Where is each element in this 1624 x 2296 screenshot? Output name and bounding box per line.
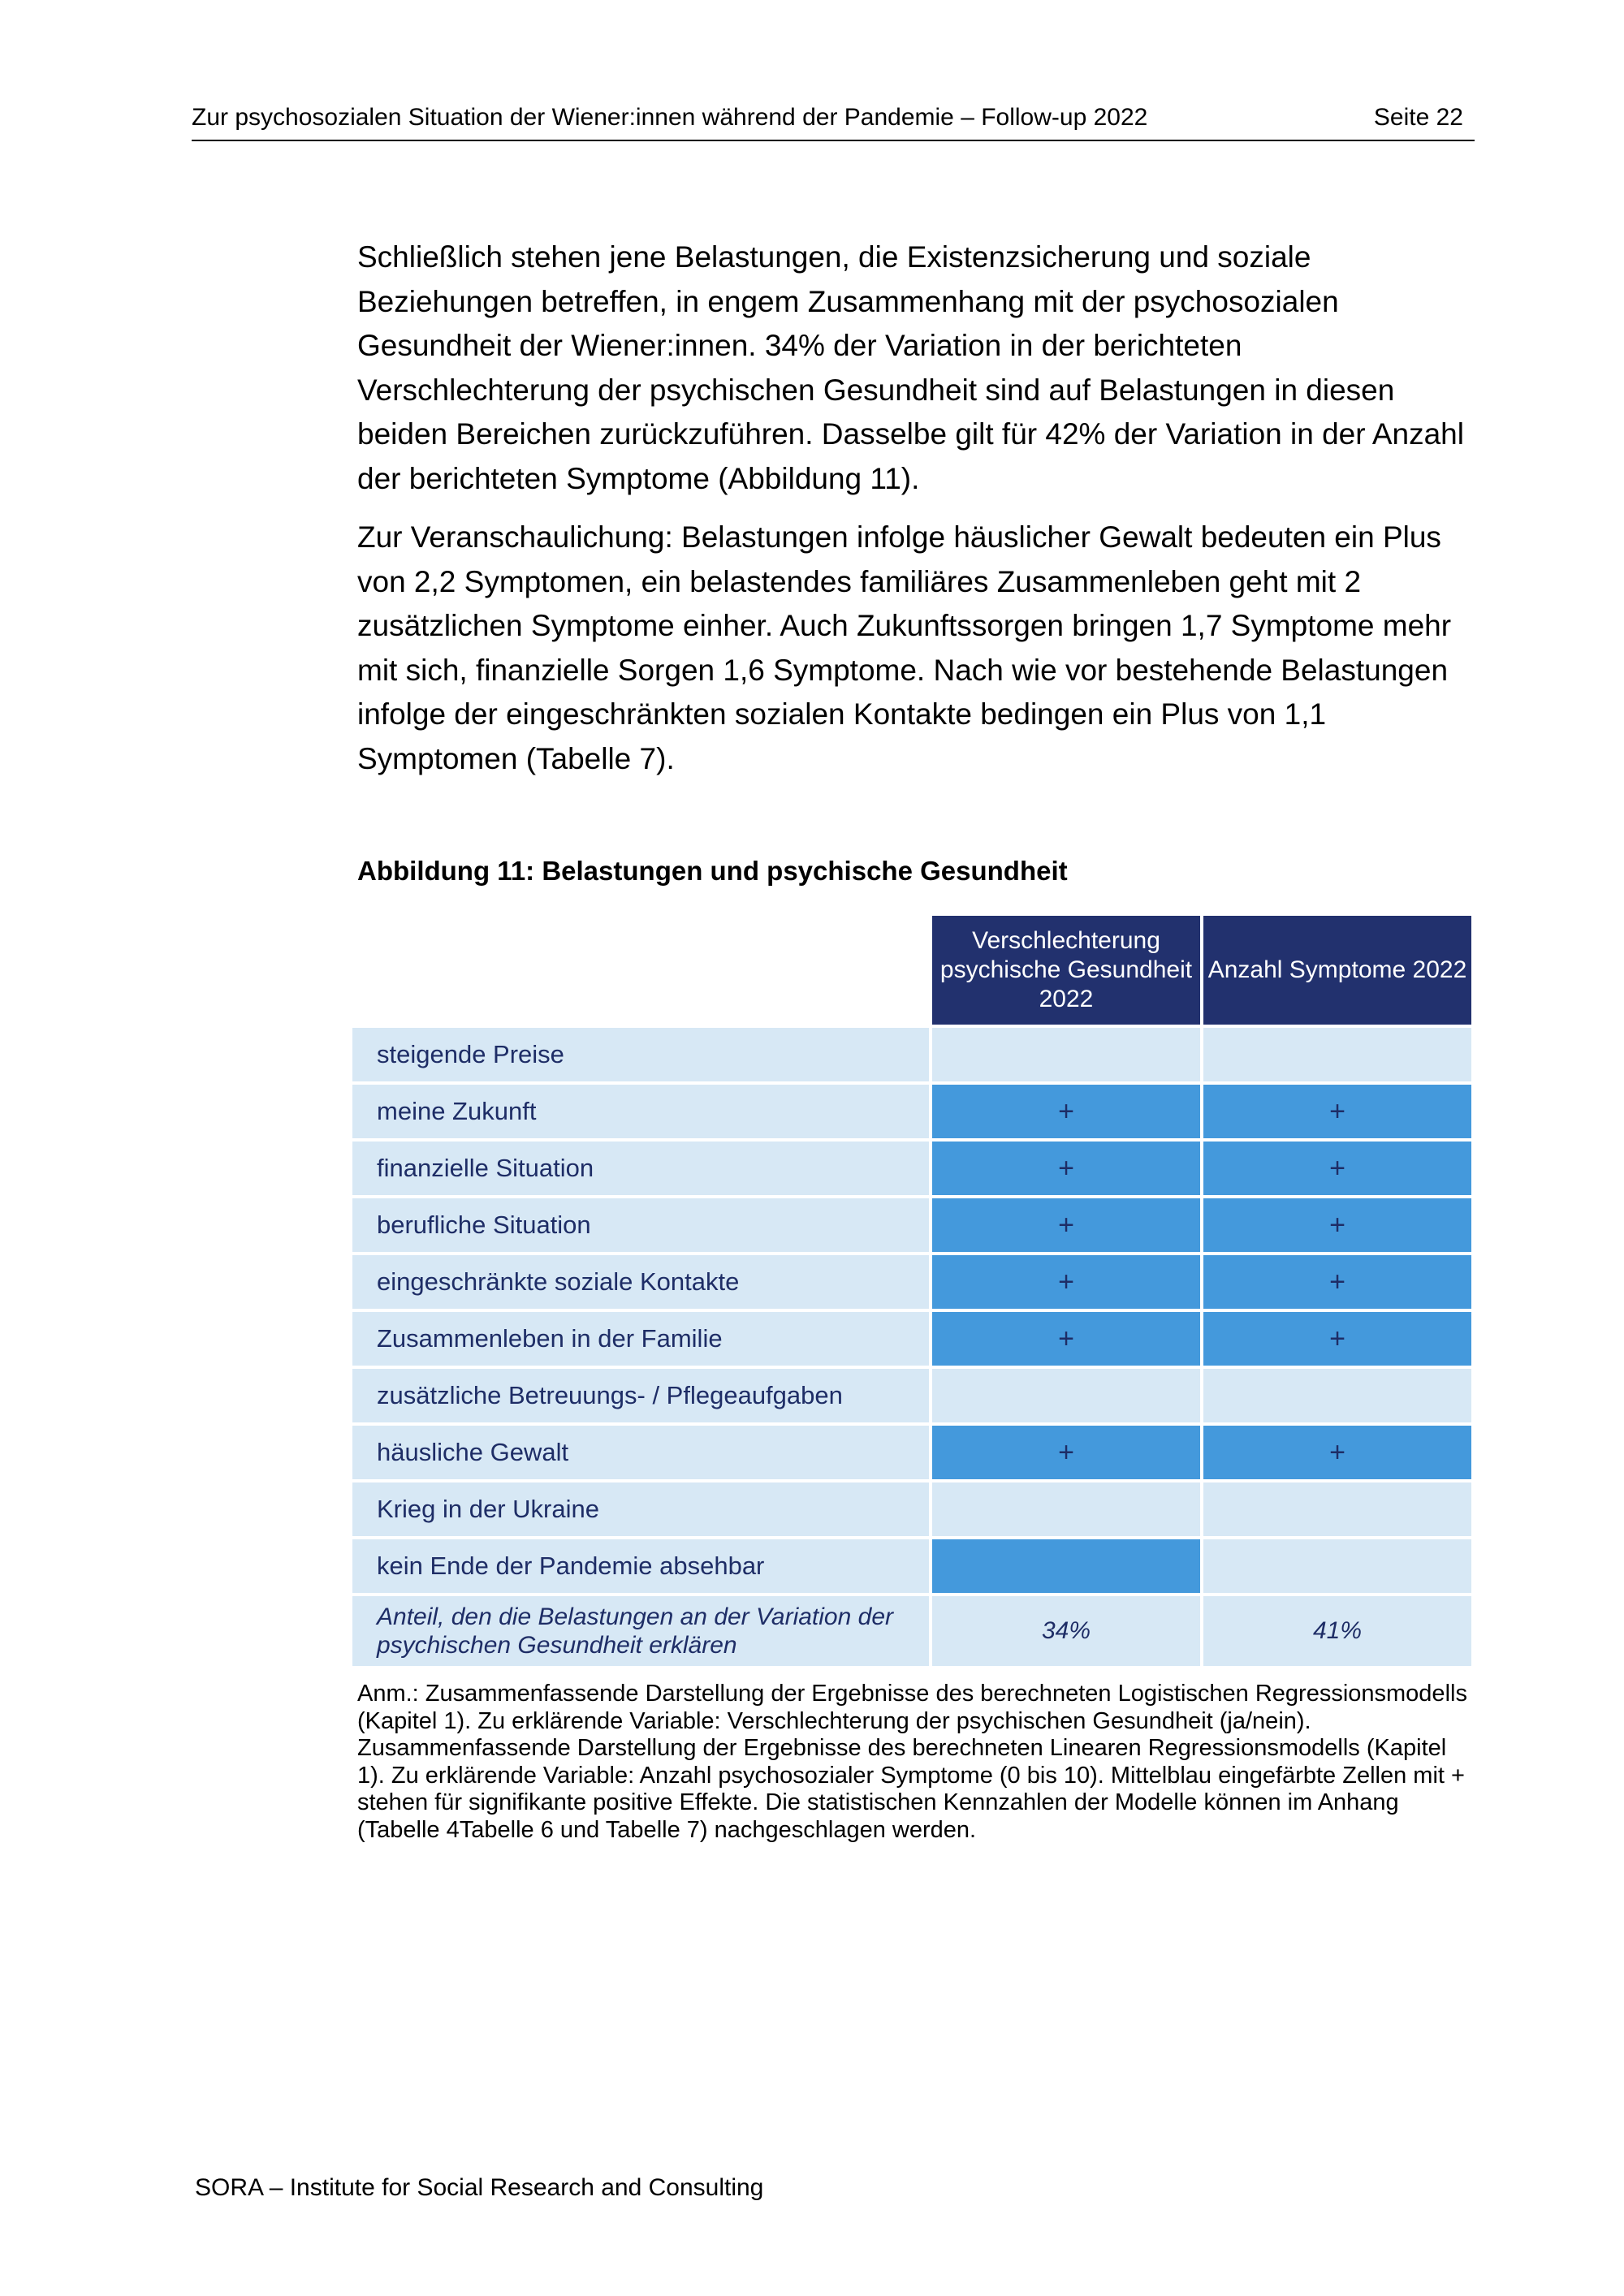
row-label: eingeschränkte soziale Kontakte bbox=[352, 1255, 929, 1309]
row-label: kein Ende der Pandemie absehbar bbox=[352, 1539, 929, 1593]
table-row bbox=[352, 1028, 1471, 1081]
table-row bbox=[352, 1312, 1471, 1366]
table-row bbox=[352, 1198, 1471, 1252]
table-row bbox=[352, 1539, 1471, 1593]
summary-value-verschlechterung: 34% bbox=[932, 1596, 1200, 1666]
column-header-anzahl-symptome: Anzahl Symptome 2022 bbox=[1203, 916, 1471, 1025]
page-header bbox=[192, 102, 1475, 141]
effect-cell bbox=[932, 1482, 1200, 1536]
effect-cell: + bbox=[932, 1198, 1200, 1252]
row-label: Zusammenleben in der Familie bbox=[352, 1312, 929, 1366]
effect-cell bbox=[1203, 1028, 1471, 1081]
row-label: meine Zukunft bbox=[352, 1085, 929, 1138]
row-label: finanzielle Situation bbox=[352, 1142, 929, 1195]
effect-cell: + bbox=[1203, 1085, 1471, 1138]
effect-cell: + bbox=[932, 1142, 1200, 1195]
table-header-row bbox=[352, 916, 1471, 1025]
document-title: Zur psychosozialen Situation der Wiener:innen während der Pandemie – Follow-up 2022 bbox=[192, 104, 1148, 131]
row-label: steigende Preise bbox=[352, 1028, 929, 1081]
page-footer: SORA – Institute for Social Research and Consulting bbox=[195, 2174, 764, 2201]
row-label: häusliche Gewalt bbox=[352, 1426, 929, 1479]
row-label: zusätzliche Betreuungs- / Pflegeaufgaben bbox=[352, 1369, 929, 1422]
summary-label: Anteil, den die Belastungen an der Variation der psychischen Gesundheit erklären bbox=[352, 1596, 929, 1666]
figure-title: Abbildung 11: Belastungen und psychische Gesundheit bbox=[357, 856, 1068, 886]
paragraph-2: Zur Veranschaulichung: Belastungen infolge häuslicher Gewalt bedeuten ein Plus von 2,2 Symptomen, ein belastendes familiäres Zusammenleben geht mit 2 zusätzlichen Symptome einher. Auch Zukunftssorgen bringen 1,7 Symptome mehr mit sich, finanzielle Sorgen 1,6 Symptome. Nach wie vor bestehende Belastungen infolge der eingeschränkten sozialen Kontakte bedingen ein Plus von 1,1 Symptomen (Tabelle 7). bbox=[357, 520, 1452, 775]
summary-row bbox=[352, 1596, 1471, 1666]
figure-table bbox=[349, 913, 1475, 1669]
effect-cell bbox=[1203, 1539, 1471, 1593]
effect-cell: + bbox=[1203, 1312, 1471, 1366]
effect-cell: + bbox=[932, 1426, 1200, 1479]
paragraph-1: Schließlich stehen jene Belastungen, die Existenzsicherung und soziale Beziehungen betreffen, in engem Zusammenhang mit der psychosozialen Gesundheit der Wiener:innen. 34% der Variation in der berichteten Verschlechterung der psychischen Gesundheit sind auf Belastungen in diesen beiden Bereichen zurückzuführen. Dasselbe gilt für 42% der Variation in der Anzahl der berichteten Symptome (Abbildung 11). bbox=[357, 240, 1464, 495]
table-row bbox=[352, 1369, 1471, 1422]
effect-cell: + bbox=[932, 1085, 1200, 1138]
row-label: berufliche Situation bbox=[352, 1198, 929, 1252]
table-row bbox=[352, 1255, 1471, 1309]
effect-cell: + bbox=[1203, 1142, 1471, 1195]
effect-cell: + bbox=[1203, 1198, 1471, 1252]
effect-cell bbox=[1203, 1482, 1471, 1536]
table-row bbox=[352, 1142, 1471, 1195]
page-number: Seite 22 bbox=[1373, 104, 1463, 131]
column-header-verschlechterung: Verschlechterung psychische Gesundheit 2022 bbox=[932, 916, 1200, 1025]
row-label: Krieg in der Ukraine bbox=[352, 1482, 929, 1536]
effect-cell bbox=[932, 1369, 1200, 1422]
table-row bbox=[352, 1426, 1471, 1479]
effect-cell: + bbox=[1203, 1255, 1471, 1309]
table-corner bbox=[352, 916, 929, 1025]
figure-note: Anm.: Zusammenfassende Darstellung der Ergebnisse des berechneten Logistischen Regressionsmodells (Kapitel 1). Zu erklärende Variable: Verschlechterung der psychischen Gesundheit (ja/nein). Zusammenfassende Darstellung der Ergebnisse des berechneten Linearen Regressionsmodells (Kapitel 1). Zu erklärende Variable: Anzahl psychosozialer Symptome (0 bis 10). Mittelblau eingefärbte Zellen mit + stehen für signifikante positive Effekte. Die statistischen Kennzahlen der Modelle können im Anhang (Tabelle 4Tabelle 6 und Tabelle 7) nachgeschlagen werden. bbox=[357, 1681, 1467, 1843]
effect-cell: + bbox=[932, 1255, 1200, 1309]
effect-cell: + bbox=[932, 1312, 1200, 1366]
effect-cell bbox=[1203, 1369, 1471, 1422]
effect-cell bbox=[932, 1028, 1200, 1081]
table-row bbox=[352, 1085, 1471, 1138]
effect-cell: + bbox=[1203, 1426, 1471, 1479]
summary-value-anzahl-symptome: 41% bbox=[1203, 1596, 1471, 1666]
effect-cell bbox=[932, 1539, 1200, 1593]
table-row bbox=[352, 1482, 1471, 1536]
